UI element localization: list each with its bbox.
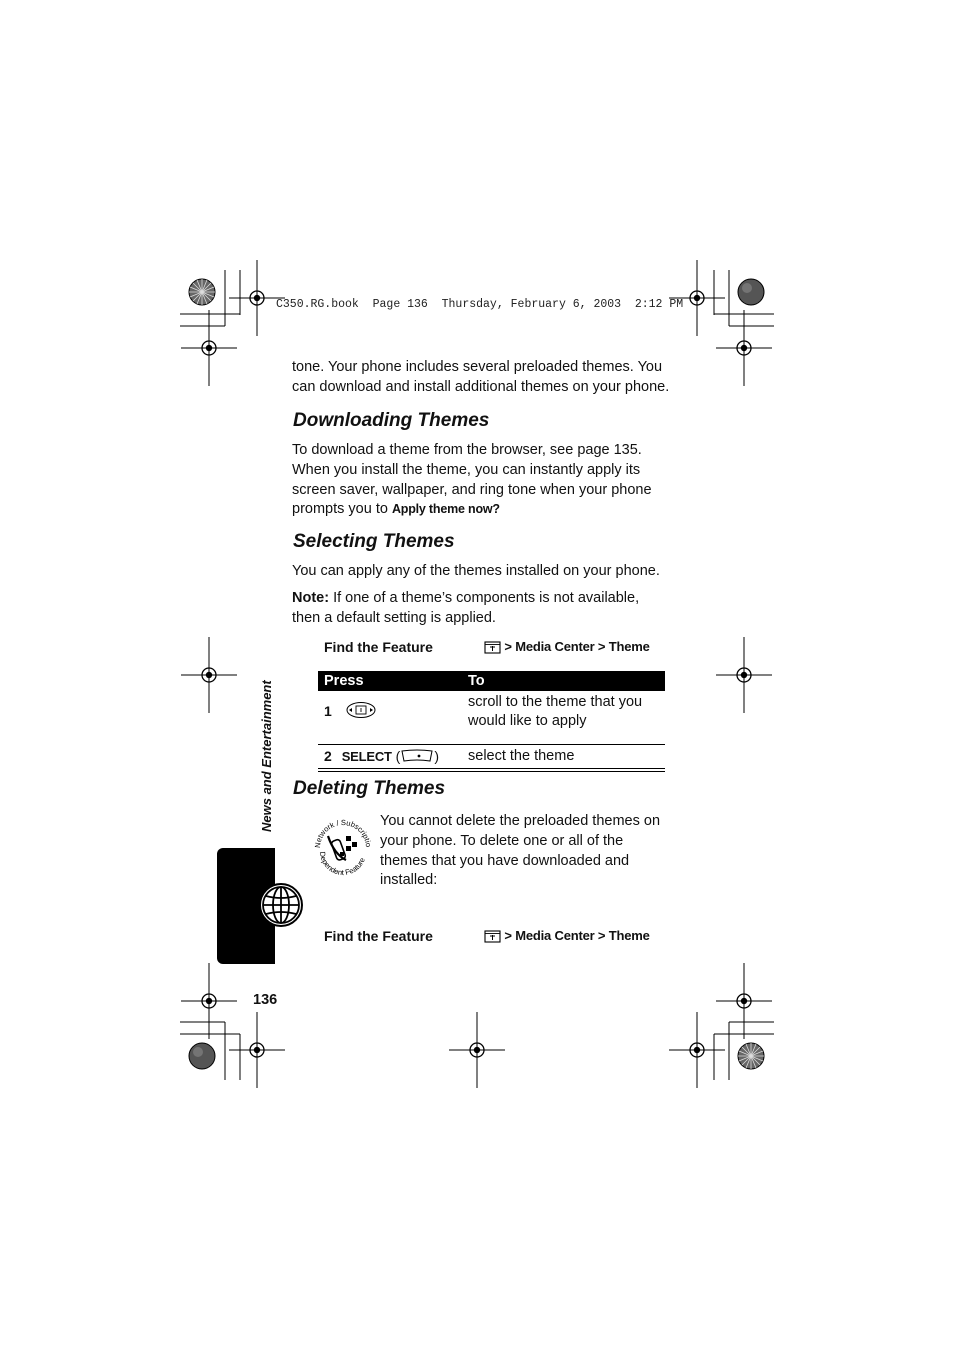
to-cell: [462, 691, 665, 745]
path-theme: Theme: [608, 639, 650, 654]
deleting-line-4: installed:: [380, 872, 438, 889]
deleting-paragraph: [380, 812, 660, 891]
downloading-line-4-prefix: prompts you to: [292, 501, 392, 518]
selecting-themes-heading: Selecting Themes: [293, 531, 455, 552]
note-paragraph: [292, 589, 639, 629]
table-row: [318, 745, 665, 769]
downloading-line-1: To download a theme from the browser, see page 135.: [292, 442, 642, 458]
deleting-themes-heading: Deleting Themes: [293, 778, 446, 799]
step-number: 2: [324, 748, 332, 764]
deleting-line-1: You cannot delete the preloaded themes on: [380, 813, 661, 829]
intro-line-1: tone. Your phone includes several preloaded themes. You: [292, 359, 663, 375]
to-line-1: scroll to the theme that you: [468, 694, 643, 710]
path-media-center: Media Center: [515, 639, 595, 654]
path-separator: >: [504, 928, 512, 943]
to-line-1: select the theme: [468, 748, 575, 764]
column-header-press: Press: [318, 671, 462, 691]
intro-line-2: can download and install additional themes on your phone.: [292, 378, 670, 395]
press-cell: [318, 691, 462, 745]
table-header-row: [318, 671, 665, 691]
find-feature-label: Find the Feature: [324, 928, 433, 944]
intro-paragraph: [292, 358, 669, 398]
path-separator: >: [597, 639, 606, 654]
network-dependent-feature-icon: [312, 814, 374, 878]
table-rule: [318, 768, 665, 769]
menu-key-icon: [484, 641, 501, 654]
selecting-paragraph: You can apply any of the themes installed on your phone.: [292, 563, 660, 579]
to-cell: [462, 745, 665, 769]
print-header-line: C350.RG.book Page 136 Thursday, February 6, 2003 2:12 PM: [276, 298, 684, 311]
right-soft-key-icon: [400, 748, 434, 764]
press-cell: [318, 745, 462, 769]
section-side-label: News and Entertainment: [259, 680, 274, 832]
downloading-paragraph: [292, 441, 652, 520]
table-row: [318, 691, 665, 745]
path-separator: >: [597, 928, 606, 943]
note-line-2: then a default setting is applied.: [292, 609, 496, 626]
network-subscription-badge: [312, 814, 374, 878]
column-header-to: To: [462, 671, 665, 691]
deleting-line-3: themes that you have downloaded and: [380, 852, 630, 869]
downloading-line-3: screen saver, wallpaper, and ring tone when your phone: [292, 481, 652, 498]
downloading-line-4: [292, 500, 652, 520]
globe-icon: [258, 882, 304, 928]
select-key-label: SELECT: [341, 749, 392, 764]
badge-text-top: Network / Subscriptio: [312, 817, 374, 849]
downloading-themes-heading: Downloading Themes: [293, 410, 490, 431]
paren-open: (: [395, 748, 401, 764]
page-number: 136: [253, 992, 278, 1008]
badge-text-bottom: Dependent Feature: [317, 851, 367, 878]
find-feature-path: [484, 639, 650, 654]
note-line-1: [292, 589, 639, 609]
navigation-key-icon: [346, 701, 376, 719]
deleting-line-2: your phone. To delete one or all of the: [380, 832, 624, 849]
path-media-center: Media Center: [515, 928, 595, 943]
find-feature-path: [484, 928, 650, 943]
menu-key-icon: [484, 930, 501, 943]
path-separator: >: [504, 639, 512, 654]
svg-text:Network / Subscription: [312, 814, 373, 848]
step-number: 1: [324, 703, 332, 719]
press-table-wrapper: [318, 671, 665, 772]
press-table: [318, 671, 665, 768]
to-line-2: would like to apply: [468, 713, 587, 729]
note-label: Note:: [292, 590, 330, 606]
table-rule: [318, 771, 665, 772]
downloading-line-2: When you install the theme, you can instantly apply its: [292, 461, 641, 478]
path-theme: Theme: [608, 928, 650, 943]
apply-theme-prompt: Apply theme now?: [391, 502, 500, 517]
note-text-1: If one of a theme’s components is not available,: [329, 590, 640, 606]
find-feature-label: Find the Feature: [324, 639, 433, 655]
paren-close: ): [434, 748, 440, 764]
